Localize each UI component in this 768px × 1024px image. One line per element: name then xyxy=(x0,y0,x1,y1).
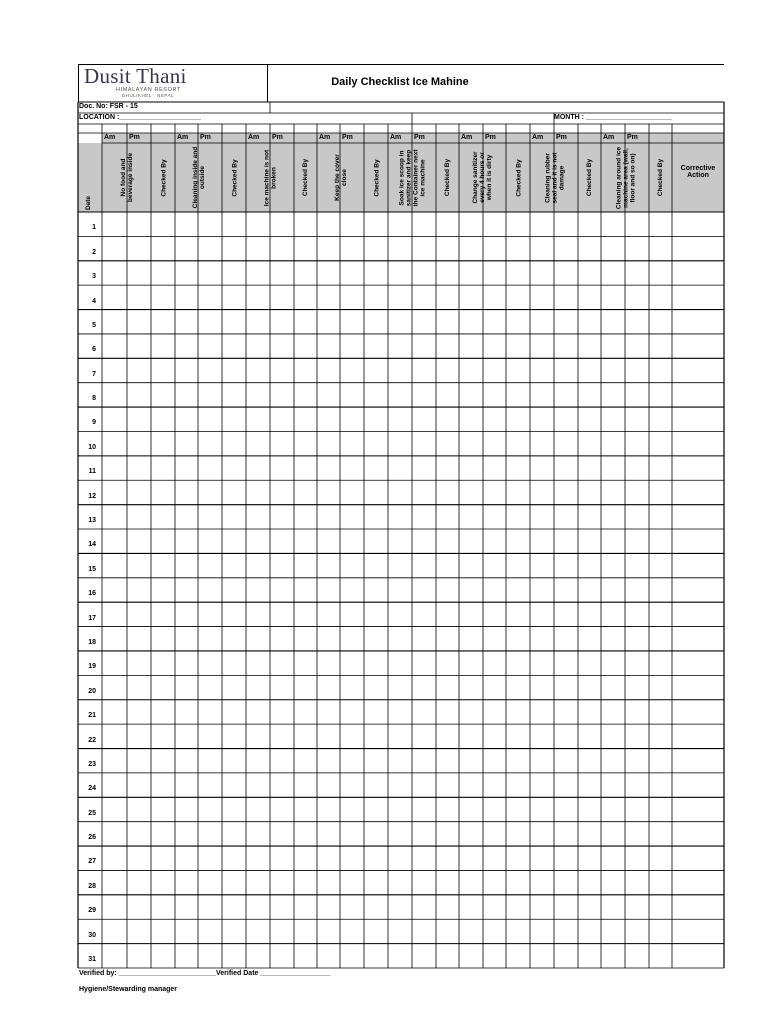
day-number: 27 xyxy=(88,858,96,866)
column-header-checked-by: Checked By xyxy=(302,158,309,197)
day-number: 29 xyxy=(88,907,96,915)
corrective-action-header: Corrective Action xyxy=(680,165,716,179)
location-field[interactable]: LOCATION :_____________________ xyxy=(79,114,202,121)
day-number: 30 xyxy=(88,931,96,939)
logo-subtitle: HIMALAYAN RESORT xyxy=(116,87,181,93)
manager-role: Hygiene/Stewarding manager xyxy=(79,986,178,993)
day-number: 23 xyxy=(88,760,96,768)
column-header-checked-by: Checked By xyxy=(586,158,593,197)
am-label: Am xyxy=(104,134,116,141)
day-number: 6 xyxy=(92,346,96,354)
pm-label: Pm xyxy=(485,134,496,141)
am-label: Am xyxy=(177,134,189,141)
column-header-item: Keep the cover close xyxy=(333,154,348,201)
pm-label: Pm xyxy=(129,134,140,141)
column-header-checked-by: Checked By xyxy=(372,158,380,197)
column-header-item: Ice machine is not broken xyxy=(263,149,277,206)
column-header-checked-by: Checked By xyxy=(657,158,664,197)
month-field[interactable]: MONTH : ______________________ xyxy=(554,114,672,121)
logo-name: Dusit Thani xyxy=(84,64,187,88)
day-number: 7 xyxy=(92,370,96,378)
pm-label: Pm xyxy=(342,134,353,141)
day-number: 19 xyxy=(88,663,96,671)
column-header-checked-by: Checked By xyxy=(444,158,451,197)
am-label: Am xyxy=(461,134,473,141)
day-number: 11 xyxy=(88,468,96,476)
day-number: 31 xyxy=(88,956,96,963)
am-label: Am xyxy=(603,134,615,141)
am-label: Am xyxy=(390,134,402,141)
column-header-item: Cleaning around ice machine area (wall, floor and so on) xyxy=(614,146,636,209)
day-number: 15 xyxy=(88,565,96,573)
column-header-checked-by: Checked By xyxy=(230,158,238,197)
day-number: 1 xyxy=(92,224,96,232)
day-number: 28 xyxy=(88,882,96,890)
day-number: 13 xyxy=(88,517,96,525)
day-number: 2 xyxy=(92,248,96,256)
day-number: 22 xyxy=(88,736,96,744)
day-number: 12 xyxy=(88,492,96,500)
day-number: 10 xyxy=(88,443,96,451)
day-number: 14 xyxy=(88,541,96,549)
am-label: Am xyxy=(248,134,260,141)
column-header-checked-by: Checked By xyxy=(514,158,522,197)
column-header-item: Soak ice scoop in sanitizer and keep the Container next ice machine xyxy=(398,148,426,207)
page-title: Daily Checklist Ice Mahine xyxy=(331,76,469,88)
column-header-item: Change sanitizer every 4 hours or when it is dirty xyxy=(472,151,493,204)
column-header-item: Cleaning rubber seal and it is not damage xyxy=(543,152,565,203)
pm-label: Pm xyxy=(272,134,283,141)
day-number: 26 xyxy=(88,834,96,842)
day-number: 8 xyxy=(92,395,96,403)
column-header-item: No food and beverage inside xyxy=(119,152,134,203)
pm-label: Pm xyxy=(200,134,211,141)
doc-number: Doc. No: FSR - 15 xyxy=(79,103,138,110)
date-header: Date xyxy=(85,195,92,211)
am-label: Am xyxy=(319,134,331,141)
column-header-checked-by: Checked By xyxy=(159,158,167,197)
pm-label: Pm xyxy=(414,134,425,141)
day-number: 17 xyxy=(88,614,96,622)
day-number: 20 xyxy=(88,687,96,695)
pm-label: Pm xyxy=(556,134,567,141)
day-number: 3 xyxy=(92,273,96,281)
day-number: 16 xyxy=(88,590,96,598)
verified-by-line[interactable]: Verified by: _________________________Verified Date __________________ xyxy=(79,970,331,977)
am-label: Am xyxy=(532,134,544,141)
pm-label: Pm xyxy=(627,134,638,141)
day-number: 9 xyxy=(92,419,96,427)
day-number: 25 xyxy=(88,809,96,817)
day-number: 21 xyxy=(88,712,96,720)
logo-location: DHULIKHEL · NEPAL xyxy=(122,93,175,98)
day-number: 18 xyxy=(88,638,96,646)
column-header-item: Cleaning inside and outside xyxy=(191,146,206,209)
day-number: 24 xyxy=(88,785,96,793)
day-number: 5 xyxy=(92,321,96,329)
day-number: 4 xyxy=(92,297,96,305)
